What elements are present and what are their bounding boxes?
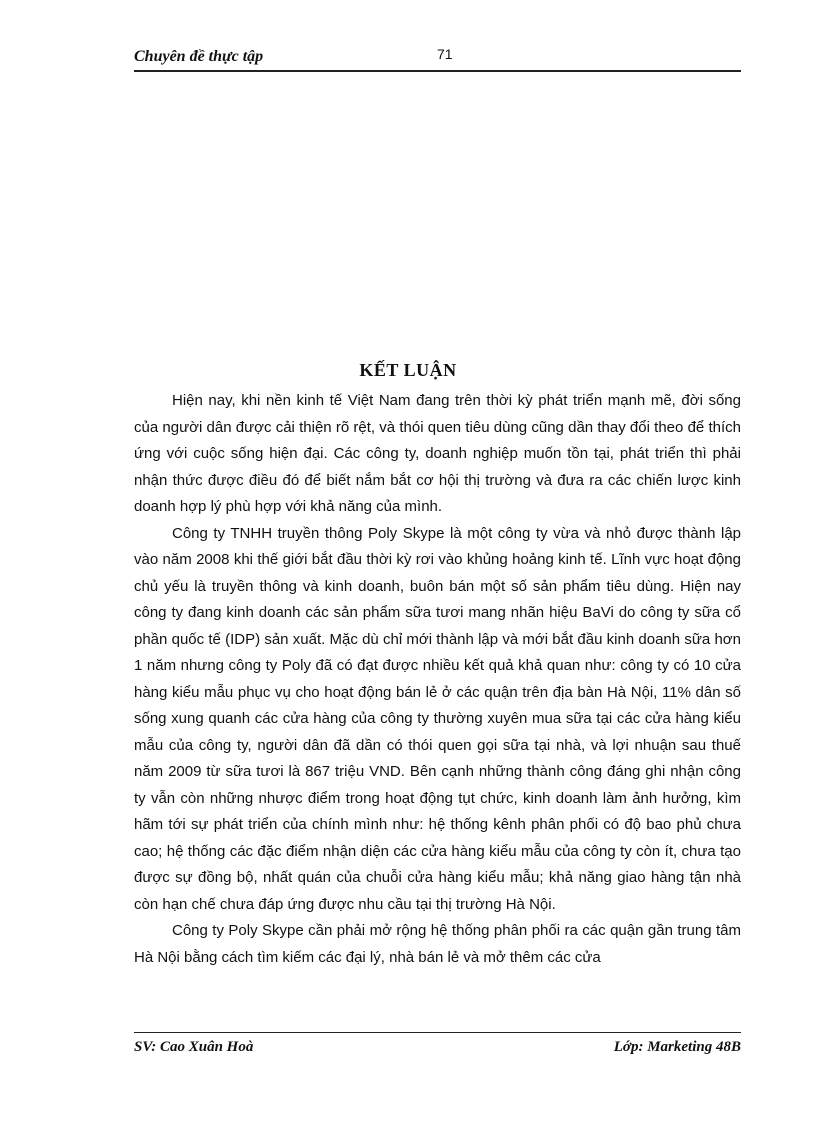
section-body (134, 388, 741, 971)
document-title: Chuyên đề thực tập (134, 48, 264, 65)
page-header (134, 46, 741, 72)
class-name: Lớp: Marketing 48B (613, 1039, 741, 1055)
paragraph: Công ty TNHH truyền thông Poly Skype là một công ty vừa và nhỏ được thành lập vào năm 2008 khi thế giới bắt đầu thời kỳ rơi vào khủng hoảng kinh tế. Lĩnh vực hoạt động chủ yếu là truyền thông và kinh doanh, buôn bán một số sản phẩm tiêu dùng. Hiện nay công ty đang kinh doanh các sản phẩm sữa tươi mang nhãn hiệu BaVi do công ty sữa cổ phần quốc tế (IDP) sản xuất. Mặc dù chỉ mới thành lập và mới bắt đầu kinh doanh sữa hơn 1 năm nhưng công ty Poly đã có đạt được nhiều kết quả khả quan như: công ty có 10 cửa hàng kiểu mẫu phục vụ cho hoạt động bán lẻ ở các quận trên địa bàn Hà Nội, 11% dân số sống xung quanh các cửa hàng của công ty thường xuyên mua sữa tại các cửa hàng kiểu mẫu của công ty, người dân đã dần có thói quen gọi sữa tại nhà, và lợi nhuận sau thuế năm 2009 từ sữa tươi là 867 triệu VND. Bên cạnh những thành công đáng ghi nhận công ty vẫn còn những nhược điểm trong hoạt động tụt chức, kinh doanh làm ảnh hưởng, kìm hãm tới sự phát triển của chính mình như: hệ thống kênh phân phối có độ bao phủ chưa cao; hệ thống các đặc điểm nhận diện các cửa hàng kiểu mẫu của công ty còn ít, chưa tạo được sự đồng bộ, nhất quán của chuỗi cửa hàng kiểu mẫu; khả năng giao hàng tận nhà còn hạn chế chưa đáp ứng được nhu cầu tại thị trường Hà Nội. (134, 524, 741, 913)
student-name: SV: Cao Xuân Hoà (134, 1039, 254, 1055)
paragraph: Hiện nay, khi nền kinh tế Việt Nam đang trên thời kỳ phát triển mạnh mẽ, đời sống của người dân được cải thiện rõ rệt, và thói quen tiêu dùng cũng dần thay đổi theo để thích ứng với cuộc sống hiện đại. Các công ty, doanh nghiệp muốn tồn tại, phát triển thì phải nhận thức được điều đó để biết nắm bắt cơ hội thị trường và đưa ra các chiến lược kinh doanh hợp lý phù hợp với khả năng của mình. (134, 392, 741, 515)
page-footer (134, 1032, 741, 1063)
paragraph: Công ty Poly Skype cần phải mở rộng hệ thống phân phối ra các quận gần trung tâm Hà Nội bằng cách tìm kiếm các đại lý, nhà bán lẻ và mở thêm các cửa (134, 922, 741, 966)
section-title: KẾT LUẬN (359, 360, 457, 380)
page-number: 71 (437, 46, 453, 62)
